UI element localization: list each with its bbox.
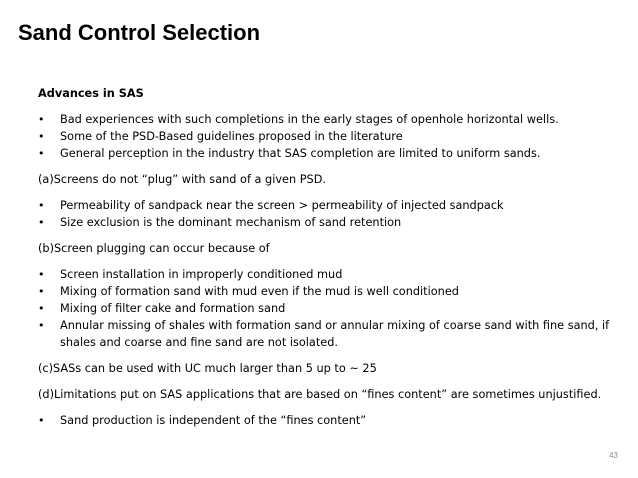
list-item [38,111,628,128]
list-item [38,145,628,162]
bullet-icon: • [38,113,45,126]
list-item-text: Mixing of formation sand with mud even if the mud is well conditioned [60,285,459,298]
list-item-text: Permeability of sandpack near the screen > permeability of injected sandpack [60,199,504,212]
section-heading: Advances in SAS [38,87,144,100]
slide-title: Sand Control Selection [18,20,261,45]
list-item [38,197,628,214]
list-item [38,300,628,317]
list-item-text: Size exclusion is the dominant mechanism of sand retention [60,216,402,229]
list-item-text: Screen installation in improperly conditioned mud [60,268,343,281]
bullet-icon: • [38,147,45,160]
point-d-bullet-list [38,412,628,429]
list-item-text: Bad experiences with such completions in the early stages of openhole horizontal wells. [60,113,559,126]
slide-content [38,85,628,438]
point-b-bullet-list [38,266,628,351]
point-c: (c)SASs can be used with UC much larger than 5 up to ~ 25 [38,362,377,375]
bullet-icon: • [38,414,45,427]
bullet-icon: • [38,216,45,229]
list-item-text: Mixing of filter cake and formation sand [60,302,286,315]
bullet-icon: • [38,199,45,212]
list-item [38,317,628,351]
list-item [38,128,628,145]
point-b: (b)Screen plugging can occur because of [38,242,270,255]
point-a-bullet-list [38,197,628,231]
intro-bullet-list [38,111,628,162]
list-item-text: Annular missing of shales with formation sand or annular mixing of coarse sand with fine sand, if shales and coarse and fine sand are not isolated. [60,319,610,349]
bullet-icon: • [38,285,45,298]
list-item-text: Some of the PSD-Based guidelines proposed in the literature [60,130,403,143]
list-item [38,214,628,231]
bullet-icon: • [38,130,45,143]
list-item-text: Sand production is independent of the “fines content” [60,414,367,427]
bullet-icon: • [38,319,45,332]
list-item [38,266,628,283]
bullet-icon: • [38,302,45,315]
bullet-icon: • [38,268,45,281]
point-d: (d)Limitations put on SAS applications that are based on “fines content” are sometimes unjustified. [38,388,602,401]
list-item-text: General perception in the industry that SAS completion are limited to uniform sands. [60,147,541,160]
list-item [38,412,628,429]
point-a: (a)Screens do not “plug” with sand of a given PSD. [38,173,327,186]
list-item [38,283,628,300]
page-number: 43 [609,451,618,460]
